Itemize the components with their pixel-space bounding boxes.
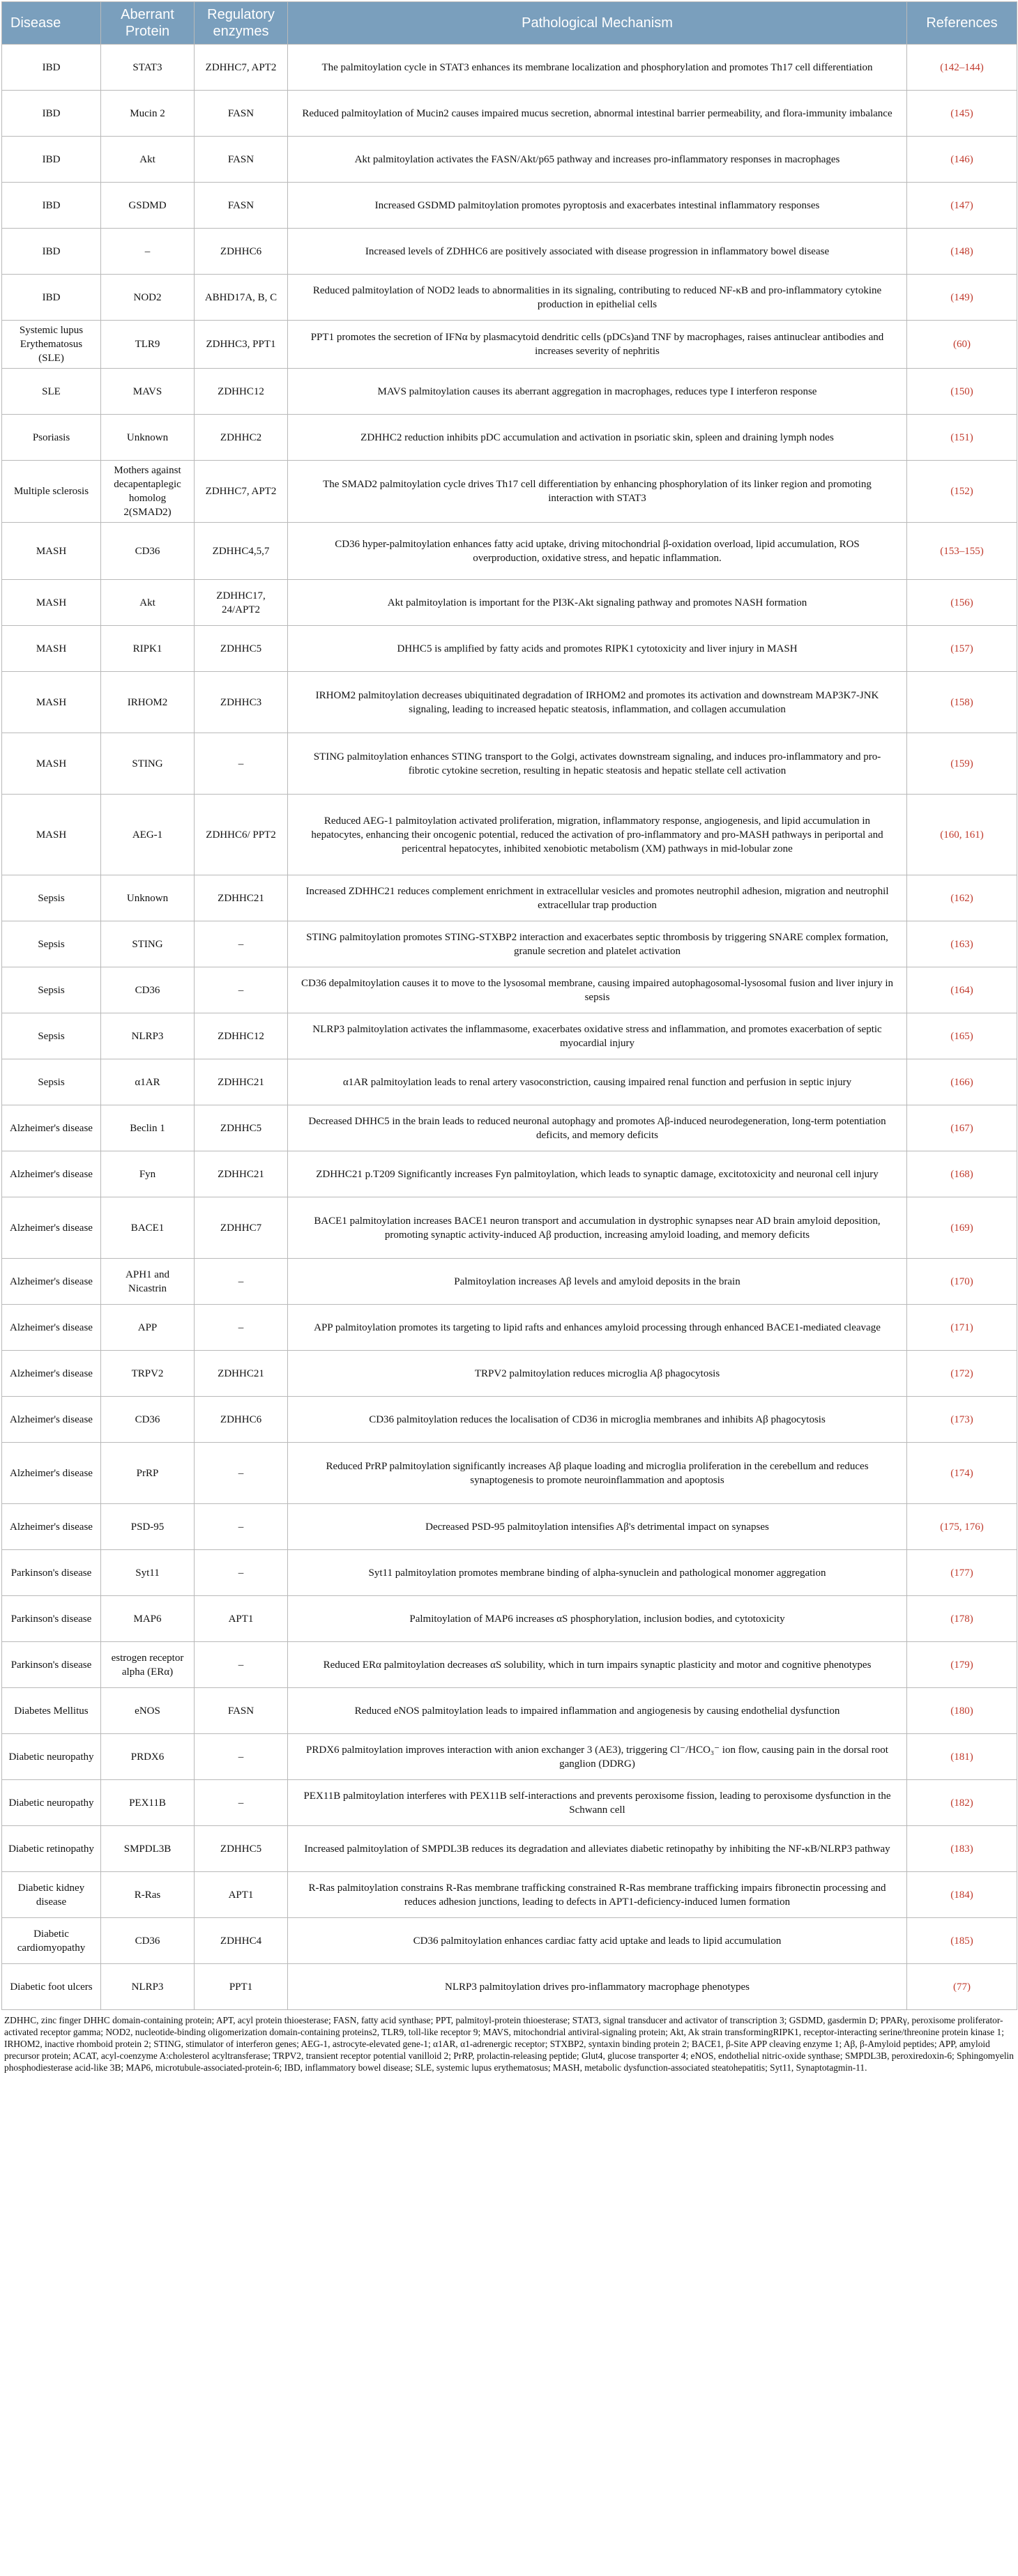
cell-protein: CD36: [101, 1397, 195, 1443]
cell-protein: Syt11: [101, 1550, 195, 1596]
cell-mechanism: TRPV2 palmitoylation reduces microglia Aβ phagocytosis: [288, 1351, 907, 1397]
cell-reference[interactable]: (148): [907, 229, 1017, 275]
cell-reference[interactable]: (159): [907, 733, 1017, 795]
table-row: [2, 1443, 1017, 1504]
header-protein: Aberrant Protein: [101, 2, 195, 45]
cell-reference[interactable]: (158): [907, 672, 1017, 733]
table-row: [2, 1197, 1017, 1259]
cell-enzymes: ABHD17A, B, C: [195, 275, 288, 321]
header-references: References: [907, 2, 1017, 45]
cell-disease: Alzheimer's disease: [2, 1397, 101, 1443]
cell-reference[interactable]: (162): [907, 875, 1017, 921]
cell-mechanism: NLRP3 palmitoylation activates the inflammasome, exacerbates oxidative stress and inflammation, and promotes exacerbation of septic myocardial injury: [288, 1013, 907, 1059]
cell-disease: Alzheimer's disease: [2, 1259, 101, 1305]
cell-protein: α1AR: [101, 1059, 195, 1105]
cell-mechanism: Increased GSDMD palmitoylation promotes pyroptosis and exacerbates intestinal inflammatory responses: [288, 183, 907, 229]
table-row: [2, 1151, 1017, 1197]
table-row: [2, 1918, 1017, 1964]
palmitoylation-disease-table: [1, 1, 1017, 2010]
table-row: [2, 626, 1017, 672]
cell-disease: Parkinson's disease: [2, 1550, 101, 1596]
cell-enzymes: ZDHHC3, PPT1: [195, 321, 288, 369]
cell-reference[interactable]: (163): [907, 921, 1017, 967]
cell-protein: MAVS: [101, 369, 195, 415]
table-row: [2, 1826, 1017, 1872]
cell-enzymes: –: [195, 1780, 288, 1826]
cell-protein: RIPK1: [101, 626, 195, 672]
cell-reference[interactable]: (142–144): [907, 45, 1017, 91]
cell-reference[interactable]: (168): [907, 1151, 1017, 1197]
cell-mechanism: CD36 hyper-palmitoylation enhances fatty acid uptake, driving mitochondrial β-oxidation overload, lipid accumulation, ROS overproduction, oxidative stress, and hepatic inflammation.: [288, 523, 907, 580]
cell-enzymes: FASN: [195, 91, 288, 137]
cell-mechanism: Akt palmitoylation is important for the PI3K-Akt signaling pathway and promotes NASH formation: [288, 580, 907, 626]
cell-mechanism: ZDHHC21 p.T209 Significantly increases Fyn palmitoylation, which leads to synaptic damage, excitotoxicity and neuronal cell injury: [288, 1151, 907, 1197]
table-row: [2, 1351, 1017, 1397]
cell-protein: NLRP3: [101, 1013, 195, 1059]
cell-disease: Alzheimer's disease: [2, 1351, 101, 1397]
cell-mechanism: CD36 palmitoylation enhances cardiac fatty acid uptake and leads to lipid accumulation: [288, 1918, 907, 1964]
cell-disease: IBD: [2, 183, 101, 229]
cell-enzymes: FASN: [195, 137, 288, 183]
cell-mechanism: Reduced palmitoylation of Mucin2 causes impaired mucus secretion, abnormal intestinal barrier permeability, and flora-immunity imbalance: [288, 91, 907, 137]
cell-protein: TLR9: [101, 321, 195, 369]
cell-reference[interactable]: (177): [907, 1550, 1017, 1596]
cell-enzymes: –: [195, 1259, 288, 1305]
cell-disease: IBD: [2, 275, 101, 321]
cell-mechanism: APP palmitoylation promotes its targeting to lipid rafts and enhances amyloid processing through enhanced BACE1-mediated cleavage: [288, 1305, 907, 1351]
cell-reference[interactable]: (183): [907, 1826, 1017, 1872]
cell-protein: SMPDL3B: [101, 1826, 195, 1872]
cell-enzymes: APT1: [195, 1872, 288, 1918]
cell-enzymes: –: [195, 1642, 288, 1688]
cell-protein: Mothers against decapentaplegic homolog 2(SMAD2): [101, 461, 195, 523]
table-row: [2, 1305, 1017, 1351]
cell-enzymes: ZDHHC6: [195, 1397, 288, 1443]
cell-enzymes: ZDHHC7, APT2: [195, 461, 288, 523]
cell-mechanism: STING palmitoylation promotes STING-STXBP2 interaction and exacerbates septic thrombosis by triggering SNARE complex formation, granule secretion and platelet activation: [288, 921, 907, 967]
table-row: [2, 45, 1017, 91]
cell-reference[interactable]: (184): [907, 1872, 1017, 1918]
cell-disease: Alzheimer's disease: [2, 1151, 101, 1197]
cell-protein: eNOS: [101, 1688, 195, 1734]
cell-protein: CD36: [101, 523, 195, 580]
cell-enzymes: –: [195, 1550, 288, 1596]
table-row: [2, 1688, 1017, 1734]
cell-protein: TRPV2: [101, 1351, 195, 1397]
table-row: [2, 369, 1017, 415]
table-row: [2, 795, 1017, 875]
cell-reference[interactable]: (180): [907, 1688, 1017, 1734]
cell-enzymes: ZDHHC4,5,7: [195, 523, 288, 580]
header-enzymes: Regulatory enzymes: [195, 2, 288, 45]
cell-enzymes: –: [195, 1734, 288, 1780]
table-row: [2, 1397, 1017, 1443]
cell-protein: CD36: [101, 1918, 195, 1964]
cell-reference[interactable]: (147): [907, 183, 1017, 229]
cell-enzymes: –: [195, 967, 288, 1013]
cell-protein: IRHOM2: [101, 672, 195, 733]
cell-reference[interactable]: (151): [907, 415, 1017, 461]
cell-mechanism: NLRP3 palmitoylation drives pro-inflammatory macrophage phenotypes: [288, 1964, 907, 2010]
cell-enzymes: ZDHHC2: [195, 415, 288, 461]
cell-protein: Akt: [101, 580, 195, 626]
cell-mechanism: BACE1 palmitoylation increases BACE1 neuron transport and accumulation in dystrophic synapses near AD brain amyloid deposition, promoting synaptic activity-induced Aβ production, increasing amyloid loading, and memory deficits: [288, 1197, 907, 1259]
cell-reference[interactable]: (167): [907, 1105, 1017, 1151]
cell-reference[interactable]: (173): [907, 1397, 1017, 1443]
cell-enzymes: ZDHHC6: [195, 229, 288, 275]
cell-mechanism: Reduced palmitoylation of NOD2 leads to abnormalities in its signaling, contributing to reduced NF-κB and pro-inflammatory cytokine production in epithelial cells: [288, 275, 907, 321]
cell-protein: PEX11B: [101, 1780, 195, 1826]
table-row: [2, 1504, 1017, 1550]
cell-reference[interactable]: (182): [907, 1780, 1017, 1826]
cell-enzymes: ZDHHC12: [195, 1013, 288, 1059]
table-row: [2, 415, 1017, 461]
cell-protein: STAT3: [101, 45, 195, 91]
cell-disease: MASH: [2, 523, 101, 580]
cell-reference[interactable]: (150): [907, 369, 1017, 415]
cell-reference[interactable]: (174): [907, 1443, 1017, 1504]
cell-enzymes: –: [195, 921, 288, 967]
cell-mechanism: PPT1 promotes the secretion of IFNα by plasmacytoid dendritic cells (pDCs)and TNF by macrophages, raises antinuclear antibodies and increases severity of nephritis: [288, 321, 907, 369]
table-row: [2, 1964, 1017, 2010]
cell-mechanism: Increased palmitoylation of SMPDL3B reduces its degradation and alleviates diabetic retinopathy by inhibiting the NF-κB/NLRP3 pathway: [288, 1826, 907, 1872]
header-disease: Disease: [2, 2, 101, 45]
cell-protein: Beclin 1: [101, 1105, 195, 1151]
cell-disease: Alzheimer's disease: [2, 1443, 101, 1504]
table-row: [2, 1059, 1017, 1105]
cell-disease: Psoriasis: [2, 415, 101, 461]
cell-mechanism: Palmitoylation of MAP6 increases αS phosphorylation, inclusion bodies, and cytotoxicity: [288, 1596, 907, 1642]
cell-reference[interactable]: (60): [907, 321, 1017, 369]
table-row: [2, 229, 1017, 275]
table-row: [2, 461, 1017, 523]
cell-enzymes: ZDHHC21: [195, 1059, 288, 1105]
cell-mechanism: The palmitoylation cycle in STAT3 enhances its membrane localization and phosphorylation and promotes Th17 cell differentiation: [288, 45, 907, 91]
cell-enzymes: –: [195, 1443, 288, 1504]
cell-protein: STING: [101, 921, 195, 967]
cell-protein: Fyn: [101, 1151, 195, 1197]
cell-mechanism: Reduced AEG-1 palmitoylation activated proliferation, migration, inflammatory response, angiogenesis, and lipid accumulation in hepatocytes, enhancing their oncogenic potential, reduced the activation of pro-inflammatory and pro-MASH pathways in periportal and pericentral hepatocytes, inhibited xenobiotic metabolism (XM) pathways in mid-lobular zone: [288, 795, 907, 875]
cell-reference[interactable]: (185): [907, 1918, 1017, 1964]
cell-reference[interactable]: (157): [907, 626, 1017, 672]
cell-reference[interactable]: (178): [907, 1596, 1017, 1642]
table-row: [2, 921, 1017, 967]
cell-protein: AEG-1: [101, 795, 195, 875]
cell-reference[interactable]: (164): [907, 967, 1017, 1013]
cell-mechanism: Decreased DHHC5 in the brain leads to reduced neuronal autophagy and promotes Aβ-induced neurodegeneration, long-term potentiation deficits, and memory deficits: [288, 1105, 907, 1151]
cell-reference[interactable]: (175, 176): [907, 1504, 1017, 1550]
table-row: [2, 275, 1017, 321]
cell-protein: –: [101, 229, 195, 275]
table-row: [2, 1642, 1017, 1688]
cell-mechanism: Palmitoylation increases Aβ levels and amyloid deposits in the brain: [288, 1259, 907, 1305]
cell-disease: MASH: [2, 795, 101, 875]
table-row: [2, 875, 1017, 921]
cell-reference[interactable]: (153–155): [907, 523, 1017, 580]
cell-enzymes: APT1: [195, 1596, 288, 1642]
cell-reference[interactable]: (170): [907, 1259, 1017, 1305]
cell-protein: Unknown: [101, 875, 195, 921]
cell-protein: estrogen receptor alpha (ERα): [101, 1642, 195, 1688]
cell-disease: Sepsis: [2, 921, 101, 967]
table-row: [2, 967, 1017, 1013]
abbreviations-footnote: ZDHHC, zinc finger DHHC domain-containing protein; APT, acyl protein thioesterase; FASN, fatty acid synthase; PPT, palmitoyl-protein thioesterase; STAT3, signal transducer and activator of transcription 3; GSDMD, gasdermin D; PPARγ, peroxisome proliferator-activated receptor gamma; NOD2, nucleotide-binding oligomerization domain-containing proteins2, TLR9, toll-like receptor 9; MAVS, mitochondrial antiviral-signaling protein; Akt, Ak strain transformingRIPK1, receptor-interacting serine/threonine protein kinase 1; IRHOM2, inactive rhomboid protein 2; STING, stimulator of interferon genes; AEG-1, astrocyte-elevated gene-1; α1AR, α1-adrenergic receptor; STXBP2, syntaxin binding protein 2; BACE1, β-Site APP cleaving enzyme 1; Aβ, β-Amyloid peptides; APP, amyloid precursor protein; ACAT, acyl-coenzyme A:cholesterol acyltransferase; TRPV2, transient receptor potential vanilloid 2; PrRP, prolactin-releasing peptide; Glut4, glucose transporter 4; eNOS, endothelial nitric-oxide synthase; SMPDL3B, peroxiredoxin-6; Sphingomyelin phosphodiesterase acid-like 3B; MAP6, microtubule-associated-protein-6; IBD, inflammatory bowel disease; SLE, systemic lupus erythematosus; MASH, metabolic dysfunction-associated steatohepatitis; Syt11, Synaptotagmin-11.: [4, 2015, 1014, 2073]
cell-mechanism: Increased ZDHHC21 reduces complement enrichment in extracellular vesicles and promotes neutrophil adhesion, migration and neutrophil extracellular trap production: [288, 875, 907, 921]
cell-mechanism: R-Ras palmitoylation constrains R-Ras membrane trafficking constrained R-Ras membrane trafficking impairs fibronectin processing and reduces adhesion junctions, leading to defects in APT1-deficiency-induced lumen formation: [288, 1872, 907, 1918]
table-row: [2, 1734, 1017, 1780]
cell-protein: R-Ras: [101, 1872, 195, 1918]
cell-protein: Akt: [101, 137, 195, 183]
table-row: [2, 1013, 1017, 1059]
cell-protein: GSDMD: [101, 183, 195, 229]
table-body: [2, 45, 1017, 2010]
cell-disease: Diabetic neuropathy: [2, 1734, 101, 1780]
header-mechanism: Pathological Mechanism: [288, 2, 907, 45]
cell-protein: MAP6: [101, 1596, 195, 1642]
cell-mechanism: PEX11B palmitoylation interferes with PEX11B self-interactions and prevents peroxisome fission, leading to peroxisome dysfunction in the Schwann cell: [288, 1780, 907, 1826]
cell-enzymes: ZDHHC6/ PPT2: [195, 795, 288, 875]
cell-disease: Parkinson's disease: [2, 1596, 101, 1642]
cell-disease: MASH: [2, 733, 101, 795]
cell-disease: Diabetic neuropathy: [2, 1780, 101, 1826]
cell-reference[interactable]: (171): [907, 1305, 1017, 1351]
cell-enzymes: –: [195, 1305, 288, 1351]
cell-disease: Parkinson's disease: [2, 1642, 101, 1688]
cell-enzymes: FASN: [195, 183, 288, 229]
cell-mechanism: Decreased PSD-95 palmitoylation intensifies Aβ's detrimental impact on synapses: [288, 1504, 907, 1550]
cell-enzymes: ZDHHC5: [195, 1105, 288, 1151]
cell-enzymes: FASN: [195, 1688, 288, 1734]
table-row: [2, 1259, 1017, 1305]
table-row: [2, 523, 1017, 580]
cell-enzymes: ZDHHC12: [195, 369, 288, 415]
cell-disease: Sepsis: [2, 875, 101, 921]
cell-disease: IBD: [2, 229, 101, 275]
table-row: [2, 1550, 1017, 1596]
cell-disease: IBD: [2, 137, 101, 183]
cell-reference[interactable]: (145): [907, 91, 1017, 137]
cell-protein: NOD2: [101, 275, 195, 321]
cell-protein: PRDX6: [101, 1734, 195, 1780]
cell-disease: IBD: [2, 45, 101, 91]
cell-disease: Alzheimer's disease: [2, 1305, 101, 1351]
header-row: [2, 2, 1017, 45]
cell-disease: Sepsis: [2, 967, 101, 1013]
cell-mechanism: Increased levels of ZDHHC6 are positively associated with disease progression in inflammatory bowel disease: [288, 229, 907, 275]
cell-protein: CD36: [101, 967, 195, 1013]
cell-reference[interactable]: (77): [907, 1964, 1017, 2010]
cell-protein: APH1 and Nicastrin: [101, 1259, 195, 1305]
cell-enzymes: ZDHHC7, APT2: [195, 45, 288, 91]
cell-protein: PSD-95: [101, 1504, 195, 1550]
cell-disease: Alzheimer's disease: [2, 1504, 101, 1550]
cell-protein: Mucin 2: [101, 91, 195, 137]
cell-mechanism: CD36 palmitoylation reduces the localisation of CD36 in microglia membranes and inhibits Aβ phagocytosis: [288, 1397, 907, 1443]
cell-disease: Diabetic foot ulcers: [2, 1964, 101, 2010]
cell-enzymes: –: [195, 733, 288, 795]
cell-mechanism: α1AR palmitoylation leads to renal artery vasoconstriction, causing impaired renal function and perfusion in septic injury: [288, 1059, 907, 1105]
table-wrapper: [1, 1, 1017, 2073]
cell-mechanism: Reduced PrRP palmitoylation significantly increases Aβ plaque loading and microglia proliferation in the cerebellum and reduces synaptogenesis to promote neuroinflammation and apoptosis: [288, 1443, 907, 1504]
cell-disease: Diabetic kidney disease: [2, 1872, 101, 1918]
cell-reference[interactable]: (179): [907, 1642, 1017, 1688]
cell-mechanism: DHHC5 is amplified by fatty acids and promotes RIPK1 cytotoxicity and liver injury in MASH: [288, 626, 907, 672]
cell-disease: Alzheimer's disease: [2, 1105, 101, 1151]
cell-enzymes: ZDHHC5: [195, 626, 288, 672]
cell-disease: Diabetic retinopathy: [2, 1826, 101, 1872]
cell-mechanism: ZDHHC2 reduction inhibits pDC accumulation and activation in psoriatic skin, spleen and draining lymph nodes: [288, 415, 907, 461]
cell-enzymes: ZDHHC7: [195, 1197, 288, 1259]
cell-enzymes: PPT1: [195, 1964, 288, 2010]
cell-protein: NLRP3: [101, 1964, 195, 2010]
table-row: [2, 733, 1017, 795]
cell-reference[interactable]: (169): [907, 1197, 1017, 1259]
cell-disease: MASH: [2, 626, 101, 672]
cell-reference[interactable]: (152): [907, 461, 1017, 523]
cell-protein: BACE1: [101, 1197, 195, 1259]
cell-reference[interactable]: (160, 161): [907, 795, 1017, 875]
cell-reference[interactable]: (156): [907, 580, 1017, 626]
cell-enzymes: ZDHHC21: [195, 875, 288, 921]
cell-disease: Alzheimer's disease: [2, 1197, 101, 1259]
table-row: [2, 91, 1017, 137]
table-row: [2, 1596, 1017, 1642]
cell-disease: IBD: [2, 91, 101, 137]
cell-enzymes: ZDHHC21: [195, 1351, 288, 1397]
table-row: [2, 1105, 1017, 1151]
table-row: [2, 321, 1017, 369]
cell-enzymes: ZDHHC5: [195, 1826, 288, 1872]
cell-mechanism: Syt11 palmitoylation promotes membrane binding of alpha-synuclein and pathological monomer aggregation: [288, 1550, 907, 1596]
table-row: [2, 1872, 1017, 1918]
cell-disease: Diabetic cardiomyopathy: [2, 1918, 101, 1964]
cell-reference[interactable]: (172): [907, 1351, 1017, 1397]
cell-mechanism: PRDX6 palmitoylation improves interaction with anion exchanger 3 (AE3), triggering Cl⁻/HCO₃⁻ ion flow, causing pain in the dorsal root ganglion (DDRG): [288, 1734, 907, 1780]
cell-protein: APP: [101, 1305, 195, 1351]
cell-disease: Systemic lupus Erythematosus (SLE): [2, 321, 101, 369]
cell-mechanism: STING palmitoylation enhances STING transport to the Golgi, activates downstream signaling, and induces pro-inflammatory and pro-fibrotic cytokine secretion, resulting in hepatic steatosis and hepatic stellate cell activation: [288, 733, 907, 795]
cell-reference[interactable]: (149): [907, 275, 1017, 321]
cell-protein: PrRP: [101, 1443, 195, 1504]
cell-mechanism: MAVS palmitoylation causes its aberrant aggregation in macrophages, reduces type I interferon response: [288, 369, 907, 415]
cell-disease: Sepsis: [2, 1059, 101, 1105]
cell-disease: Multiple sclerosis: [2, 461, 101, 523]
table-row: [2, 137, 1017, 183]
cell-enzymes: ZDHHC3: [195, 672, 288, 733]
cell-reference[interactable]: (146): [907, 137, 1017, 183]
table-row: [2, 672, 1017, 733]
cell-disease: MASH: [2, 580, 101, 626]
cell-reference[interactable]: (165): [907, 1013, 1017, 1059]
table-row: [2, 183, 1017, 229]
cell-disease: Diabetes Mellitus: [2, 1688, 101, 1734]
cell-protein: STING: [101, 733, 195, 795]
cell-mechanism: Reduced ERα palmitoylation decreases αS solubility, which in turn impairs synaptic plasticity and motor and cognitive phenotypes: [288, 1642, 907, 1688]
cell-disease: MASH: [2, 672, 101, 733]
cell-mechanism: CD36 depalmitoylation causes it to move to the lysosomal membrane, causing impaired autophagosomal-lysosomal fusion and liver injury in sepsis: [288, 967, 907, 1013]
cell-protein: Unknown: [101, 415, 195, 461]
cell-reference[interactable]: (166): [907, 1059, 1017, 1105]
cell-enzymes: ZDHHC17, 24/APT2: [195, 580, 288, 626]
cell-enzymes: ZDHHC21: [195, 1151, 288, 1197]
cell-disease: Sepsis: [2, 1013, 101, 1059]
table-row: [2, 1780, 1017, 1826]
table-row: [2, 580, 1017, 626]
cell-reference[interactable]: (181): [907, 1734, 1017, 1780]
cell-enzymes: –: [195, 1504, 288, 1550]
cell-mechanism: Reduced eNOS palmitoylation leads to impaired inflammation and angiogenesis by causing endothelial dysfunction: [288, 1688, 907, 1734]
cell-mechanism: IRHOM2 palmitoylation decreases ubiquitinated degradation of IRHOM2 and promotes its activation and downstream MAP3K7-JNK signaling, leading to increased hepatic steatosis, inflammation, and collagen accumulation: [288, 672, 907, 733]
cell-enzymes: ZDHHC4: [195, 1918, 288, 1964]
cell-mechanism: The SMAD2 palmitoylation cycle drives Th17 cell differentiation by enhancing phosphorylation of its linker region and promoting interaction with STAT3: [288, 461, 907, 523]
cell-mechanism: Akt palmitoylation activates the FASN/Akt/p65 pathway and increases pro-inflammatory responses in macrophages: [288, 137, 907, 183]
cell-disease: SLE: [2, 369, 101, 415]
